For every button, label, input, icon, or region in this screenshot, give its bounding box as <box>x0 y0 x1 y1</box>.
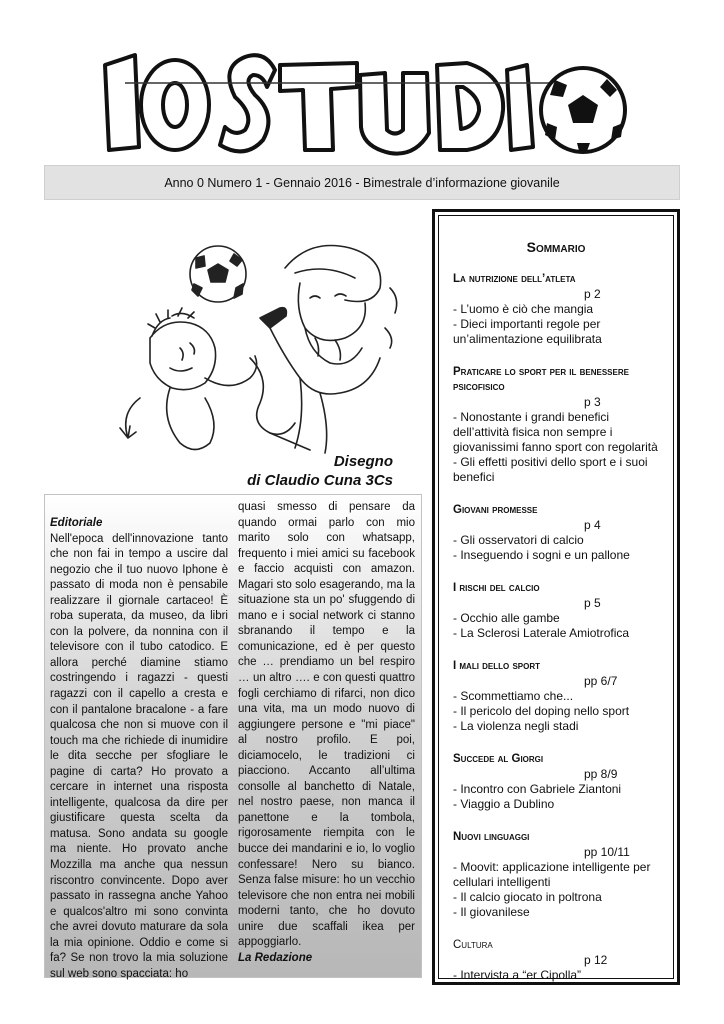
section-item: - Dieci importanti regole per un’alimentazione equilibrata <box>453 317 602 346</box>
section-page: p 12 <box>584 953 608 967</box>
section-page: pp 6/7 <box>584 674 618 688</box>
section-item: - Gli effetti positivi dello sport e i suoi benefici <box>453 455 648 484</box>
issue-banner: Anno 0 Numero 1 - Gennaio 2016 - Bimestrale d’informazione giovanile <box>44 165 680 200</box>
section-item: - Intervista a “er Cipolla” <box>453 968 582 982</box>
section-item: - Viaggio a Dublino <box>453 797 555 811</box>
section-page: p 3 <box>584 395 601 409</box>
editorial-signature: La Redazione <box>238 951 313 964</box>
section-title: I rischi del calcio <box>453 582 540 594</box>
section-page: p 2 <box>584 287 601 301</box>
section-page: p 5 <box>584 596 601 610</box>
section-title: La nutrizione dell’atleta <box>453 273 576 285</box>
section-item: - Occhio alle gambe <box>453 611 560 625</box>
sommario-list <box>453 272 668 983</box>
editorial-text-1: Nell'epoca dell'innovazione tanto che non fai in tempo a uscire dal negozio che il tuo nuovo Iphone è passato di moda non è pensabile realizzare il giornale cartaceo! È roba superata, da museo, da libri con la polvere, da nonnina con il televisore con il tubo catodico. E allora perché diamine stiamo costringendo i ragazzi - questi ragazzi con il capello a cresta e con il pantalone bracalone - a fare qualcosa che non si muove con il touch ma che richiede di inumidire le dita secche per sfogliare le pagine di carta? Ho provato a cercare in internet una risposta intelligente, qualcosa da dire per giustificare questa scelta da matusa. Sono andata su google ma niente. Ho provato anche Mozzilla ma anche qua nessun riscontro convincente. Dopo aver passato in rassegna anche Yahoo e qualcos'altro mi sono convinta che avrei dovuto maturare da sola la mia opinione. Oddio e come si fa? Se non trovo la mia soluzione sul web sono spacciata: ho <box>50 532 228 980</box>
section-title: Giovani promesse <box>453 504 538 516</box>
section-item: - L’uomo è ciò che mangia <box>453 302 594 316</box>
football-icon <box>190 246 246 302</box>
section-item: - La violenza negli stadi <box>453 719 579 733</box>
section-item: - Il giovanilese <box>453 905 530 919</box>
section-item: - Incontro con Gabriele Ziantoni <box>453 782 622 796</box>
section-item: - Gli osservatori di calcio <box>453 533 584 547</box>
section-item: - Scommettiamo che... <box>453 689 574 703</box>
editorial-heading: Editoriale <box>50 517 103 529</box>
editorial-column-1 <box>50 516 228 982</box>
section-page: pp 10/11 <box>584 845 630 859</box>
section-page: p 4 <box>584 518 601 532</box>
illustration-caption <box>200 452 393 490</box>
caption-line-2: di Claudio Cuna 3Cs <box>247 472 393 489</box>
sommario-box <box>432 209 680 985</box>
cartoon-illustration <box>110 228 410 468</box>
section-item: - Il pericolo del doping nello sport <box>453 704 630 718</box>
section-title: I mali dello sport <box>453 660 540 672</box>
caption-line-1: Disegno <box>333 453 393 470</box>
section-title: Nuovi linguaggi <box>453 831 530 843</box>
section-item: - Moovit: applicazione intelligente per cellulari intelligenti <box>453 860 651 889</box>
section-title: Cultura <box>453 939 493 951</box>
masthead-logo <box>95 35 630 160</box>
section-title: Succede al Giorgi <box>453 753 544 765</box>
editorial-text-2: quasi smesso di pensare da quando ormai parlo con mio marito solo con whatsapp, frequento i miei amici su facebook e faccio acquisti con amazon. Magari sto solo esagerando, ma la situazione sta un po' sfuggendo di mano e i social network ci stanno sbranando il tempo e la comunicazione, ed è per questo che … prendiamo un bel respiro … un altro …. e con questi quattro fogli cerchiamo di rifarci, non dico una vita, ma un modo nuovo di aggiungere persone e "mi piace" al nostro profilo. E poi, diciamocelo, le tradizioni ci piacciono. Accanto all’ultima consolle al banchetto di Natale, nel nostro paese, non manca il panettone e la tombola, rigorosamente riempita con le bucce dei mandarini e io, lo voglio confessare! Nero su bianco. Senza false misure: ho un vecchio televisore che non entra nei mobili moderni tanto, che ho dovuto unire due scaffali ikea per appoggiarlo. <box>238 501 415 949</box>
editorial-column-2 <box>238 500 415 966</box>
section-page: pp 8/9 <box>584 767 618 781</box>
section-item: - La Sclerosi Laterale Amiotrofica <box>453 626 630 640</box>
section-item: - Inseguendo i sogni e un pallone <box>453 548 630 562</box>
football-icon <box>541 68 625 152</box>
section-title: Praticare lo sport per il benessere psicofisico <box>453 366 629 393</box>
section-item: - Nonostante i grandi benefici dell’attività fisica non sempre i giovanissimi fanno sport con regolarità <box>453 410 658 454</box>
section-item: - Il calcio giocato in poltrona <box>453 890 602 904</box>
sommario-title: Sommario <box>526 239 586 255</box>
